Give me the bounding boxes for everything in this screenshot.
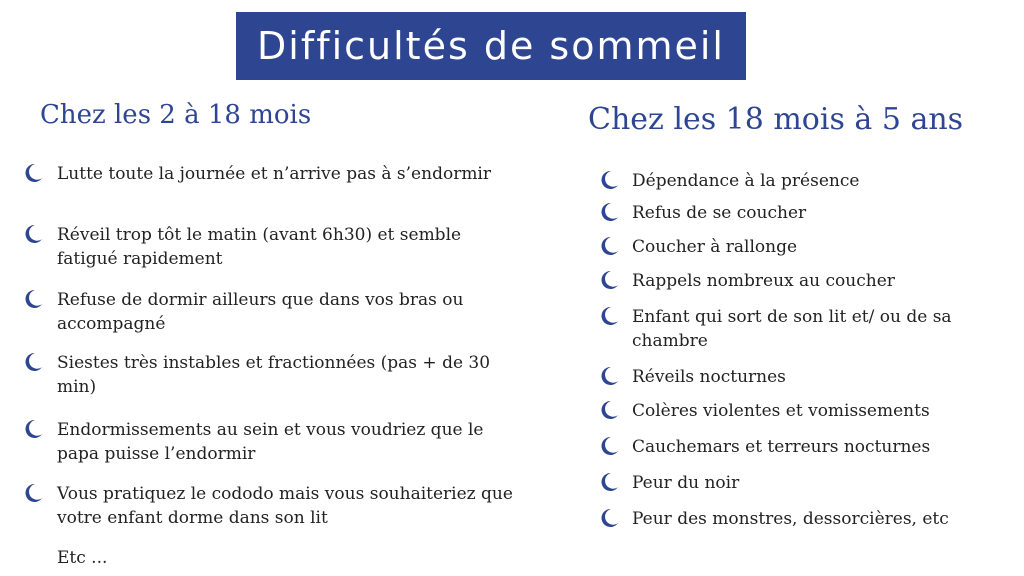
- list-item-text: Vous pratiquez le cododo mais vous souhaiteriez que votre enfant dorme dans son lit: [57, 484, 513, 528]
- list-item: [598, 471, 972, 495]
- moon-icon: [22, 482, 44, 504]
- moon-icon: [598, 201, 620, 223]
- list-item: [22, 162, 527, 186]
- list-item: [22, 351, 527, 399]
- list-item-text: Lutte toute la journée et n’arrive pas à s’endormir: [57, 164, 491, 184]
- list-item: [598, 365, 972, 389]
- moon-icon: [598, 435, 620, 457]
- list-item: [22, 223, 527, 271]
- list-item-text: Peur du noir: [632, 473, 740, 493]
- list-item: [22, 482, 527, 530]
- moon-icon: [22, 288, 44, 310]
- title-banner: [236, 12, 746, 80]
- list-item-text: Enfant qui sort de son lit et/ ou de sa chambre: [632, 307, 952, 351]
- list-item-text: Coucher à rallonge: [632, 237, 798, 257]
- moon-icon: [598, 305, 620, 327]
- list-item: [598, 507, 972, 531]
- moon-icon: [22, 223, 44, 245]
- list-item-text: Refus de se coucher: [632, 203, 807, 223]
- moon-icon: [598, 399, 620, 421]
- moon-icon: [22, 162, 44, 184]
- right-column-heading: Chez les 18 mois à 5 ans: [588, 102, 964, 137]
- etc-text: Etc ...: [57, 548, 108, 568]
- moon-icon: [598, 169, 620, 191]
- list-item: [22, 288, 527, 336]
- list-item-text: Cauchemars et terreurs nocturnes: [632, 437, 931, 457]
- list-item: [598, 305, 972, 353]
- moon-icon: [598, 365, 620, 387]
- list-item-text: Colères violentes et vomissements: [632, 401, 930, 421]
- list-item: [598, 169, 972, 193]
- list-item: [598, 435, 972, 459]
- list-item-text: Dépendance à la présence: [632, 171, 860, 191]
- moon-icon: [598, 235, 620, 257]
- list-item: [598, 269, 972, 293]
- list-item: [22, 418, 527, 466]
- left-column-heading: Chez les 2 à 18 mois: [40, 100, 312, 130]
- moon-icon: [598, 507, 620, 529]
- list-item-text: Refuse de dormir ailleurs que dans vos bras ou accompagné: [57, 290, 464, 334]
- list-item-text: Peur des monstres, dessorcières, etc: [632, 509, 949, 529]
- moon-icon: [598, 471, 620, 493]
- page-title: Difficultés de sommeil: [257, 24, 725, 68]
- list-item-text: Réveil trop tôt le matin (avant 6h30) et semble fatigué rapidement: [57, 225, 462, 269]
- moon-icon: [598, 269, 620, 291]
- list-item-text: Rappels nombreux au coucher: [632, 271, 895, 291]
- list-item: [598, 399, 972, 423]
- list-item: [598, 201, 972, 225]
- list-item-text: Réveils nocturnes: [632, 367, 786, 387]
- list-item: [598, 235, 972, 259]
- list-item-text: Siestes très instables et fractionnées (pas + de 30 min): [57, 353, 491, 397]
- list-item-text: Endormissements au sein et vous voudriez que le papa puisse l’endormir: [57, 420, 484, 464]
- moon-icon: [22, 351, 44, 373]
- moon-icon: [22, 418, 44, 440]
